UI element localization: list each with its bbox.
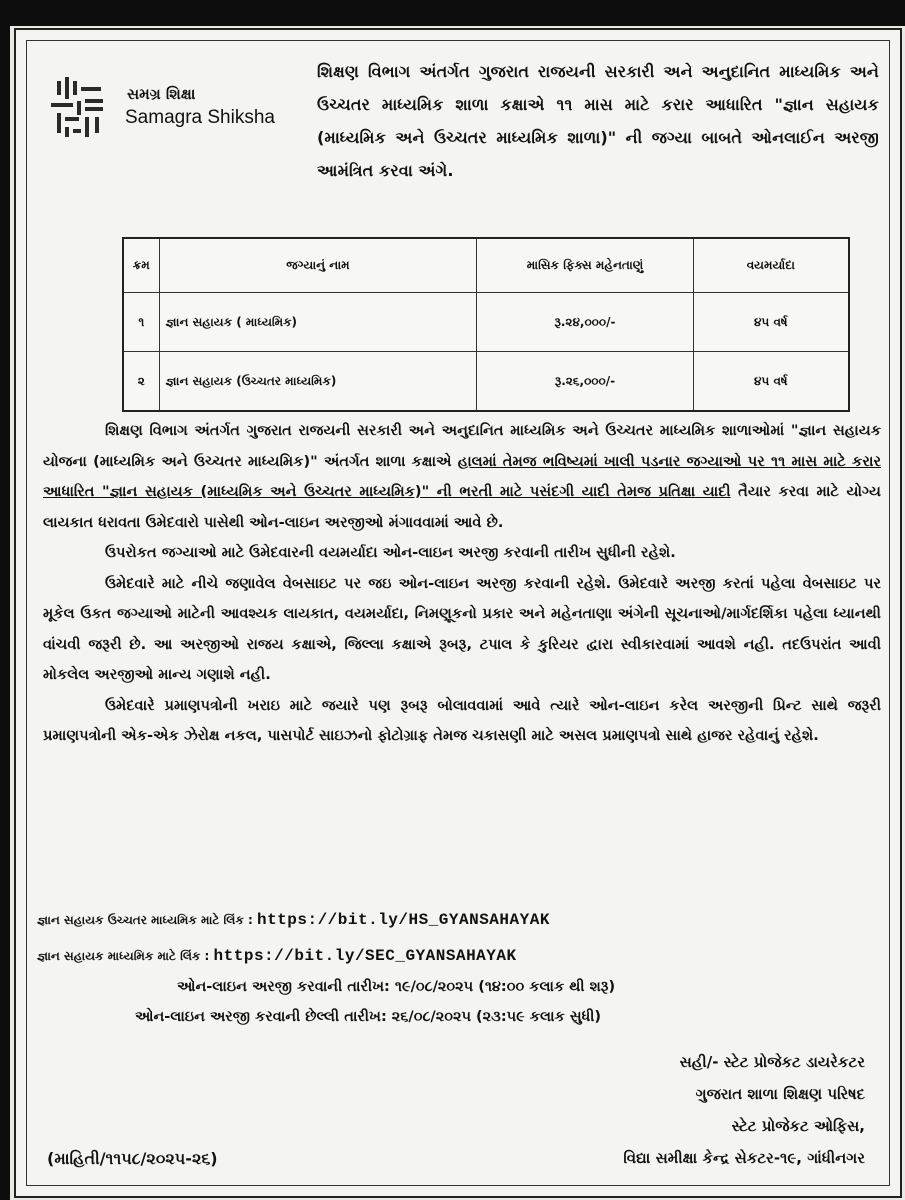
paragraph-2: ઉપરોકત જગ્યાઓ માટે ઉમેદવારની વયમર્યાદા ઓન-લાઇન અરજી કરવાની તારીખ સુધીની રહેશે. bbox=[105, 544, 676, 561]
table-header-row bbox=[123, 238, 849, 293]
top-dark-bar bbox=[0, 0, 905, 26]
application-start-date: ઓન-લાઇન અરજી કરવાની તારીખ: ૧૯/૦૮/૨૦૨૫ (૧૪:૦૦ કલાક થી શરૂ) bbox=[177, 979, 616, 995]
paragraph-1 bbox=[43, 416, 881, 538]
notice-frame bbox=[26, 40, 890, 1186]
cell-post-name: જ્ઞાન સહાયક ( માધ્યમિક) bbox=[159, 293, 477, 352]
paragraph-4: ઉમેદવારે પ્રમાણપત્રોની ખરાઇ માટે જયારે પણ રૂબરૂ બોલાવવામાં આવે ત્યારે ઓન-લાઇન કરેલ અરજીની પ્રિન્ટ સાથે જરૂરી પ્રમાણપત્રોની એક-એક ઝેરોક્ષ નકલ, પાસપોર્ટ સાઇઝનો ફોટોગ્રાફ તેમજ ચકાસણી માટે અસલ પ્રમાણપત્રો સાથે હાજર રહેવાનું રહેશે. bbox=[43, 696, 881, 744]
posts-table bbox=[122, 237, 850, 412]
cell-serial: ૨ bbox=[123, 352, 159, 412]
paragraph-3: ઉમેદવારે માટે નીચે જણાવેલ વેબસાઇટ પર જઇ ઓન-લાઇન અરજી કરવાની રહેશે. ઉમેદવારે અરજી કરતાં પહેલા વેબસાઇટ પર મૂકેલ ઉકત જગ્યાઓ માટેની આવશ્યક લાયકાત, વયમર્યાદા, નિમણૂકનો પ્રકાર અને મહેનતાણા અંગેની સૂચનાઓ/માર્ગદર્શિકા પહેલા ધ્યાનથી વાંચવી જરૂરી છે. આ અરજીઓ રાજય કક્ષાએ, જિલ્લા કક્ષાએ રૂબરૂ, ટપાલ કે કુરિયર દ્વારા સ્વીકારવામાં આવશે નહી. તદઉપરાંત આવી મોકલેલ અરજીઓ માન્ય ગણાશે નહી. bbox=[43, 574, 881, 683]
samagra-shiksha-logo-icon bbox=[51, 77, 117, 139]
paragraph-1-start: શિક્ષણ વિભાગ અંતર્ગત ગુજરાત રાજયની સરકારી અને અનુદાનિત માધ્યમિક અને ઉચ્ચતર માધ્યમિક શાળાઓમાં "જ્ઞાન સહાયક યોજના (માધ્યમિક અને ઉચ્ચતર માધ્યમિક)" અંતર્ગત શાળા કક્ષાએ bbox=[43, 422, 881, 470]
application-last-date: ઓન-લાઇન અરજી કરવાની છેલ્લી તારીખ: ૨૬/૦૮/૨૦૨૫ (૨૩:૫૯ કલાક સુધી) bbox=[135, 1009, 602, 1025]
signature-line-2: ગુજરાત શાળા શિક્ષણ પરિષદ bbox=[695, 1085, 865, 1103]
col-header-age-limit: વયમર્યાદા bbox=[693, 238, 849, 293]
sec-link-label: જ્ઞાન સહાયક માધ્યમિક માટે લિંક : bbox=[37, 949, 214, 963]
logo-gujarati-text: સમગ્ર શિક્ષા bbox=[127, 85, 196, 103]
table-row bbox=[123, 293, 849, 352]
left-dark-edge bbox=[0, 26, 10, 1200]
reference-number: (માહિતી/૧૧૫૮/૨૦૨૫-૨૬) bbox=[47, 1149, 218, 1168]
cell-monthly-pay: રૂ.૨૪,૦૦૦/- bbox=[477, 293, 693, 352]
cell-post-name: જ્ઞાન સહાયક (ઉચ્ચતર માધ્યમિક) bbox=[159, 352, 477, 412]
paragraph-1-end: તૈયાર કરવા માટે યોગ્ય લાયકાત ધરાવતા ઉમેદવારો પાસેથી ઓન-લાઇન અરજીઓ મંગાવવામાં આવે છે. bbox=[43, 483, 881, 531]
signature-line-4: વિદ્યા સમીક્ષા કેન્દ્ર સેકટર-૧૯, ગાંધીનગર bbox=[623, 1149, 865, 1167]
table-row bbox=[123, 352, 849, 412]
notice-title: શિક્ષણ વિભાગ અંતર્ગત ગુજરાત રાજયની સરકારી અને અનુદાનિત માધ્યમિક અને ઉચ્ચતર માધ્યમિક શાળા કક્ષાએ ૧૧ માસ માટે કરાર આધારિત "જ્ઞાન સહાયક (માધ્યમિક અને ઉચ્ચતર માધ્યમિક શાળા)" ની જગ્યા બાબતે ઓનલાઈન અરજી આમંત્રિત કરવા અંગે. bbox=[317, 62, 879, 180]
hs-link-url[interactable]: https://bit.ly/HS_GYANSAHAYAK bbox=[256, 911, 550, 929]
hs-link-label: જ્ઞાન સહાયક ઉચ્ચતર માધ્યમિક માટે લિંક : bbox=[37, 913, 257, 927]
cell-monthly-pay: રૂ.૨૬,૦૦૦/- bbox=[477, 352, 693, 412]
col-header-post-name: જગ્યાનું નામ bbox=[159, 238, 477, 293]
sec-link-url[interactable]: https://bit.ly/SEC_GYANSAHAYAK bbox=[213, 947, 517, 965]
signature-line-1: સહી/- સ્ટેટ પ્રોજેકટ ડાયરેકટર bbox=[679, 1053, 865, 1071]
col-header-monthly-pay: માસિક ફિક્સ મહેનતાણું bbox=[477, 238, 693, 293]
paragraph-1-underlined: હાલમાં તેમજ ભવિષ્યમાં ખાલી પડનાર જગ્યાઓ પર ૧૧ માસ માટે કરાર આધારિત "જ્ઞાન સહાયક (માધ્યમિક અને ઉચ્ચતર માધ્યમિક)" ની ભરતી માટે પસંદગી યાદી તેમજ પ્રતિક્ષા યાદી bbox=[43, 452, 881, 500]
col-header-serial: ક્રમ bbox=[123, 238, 159, 293]
cell-serial: ૧ bbox=[123, 293, 159, 352]
notice-body bbox=[43, 416, 881, 752]
logo-english-text: Samagra Shiksha bbox=[125, 107, 275, 128]
signature-line-3: સ્ટેટ પ્રોજેકટ ઓફિસ, bbox=[731, 1117, 865, 1135]
sec-link-line bbox=[37, 947, 517, 965]
hs-link-line bbox=[37, 911, 550, 929]
cell-age-limit: ૪૫ વર્ષ bbox=[693, 352, 849, 412]
notice-paper bbox=[14, 28, 902, 1198]
cell-age-limit: ૪૫ વર્ષ bbox=[693, 293, 849, 352]
